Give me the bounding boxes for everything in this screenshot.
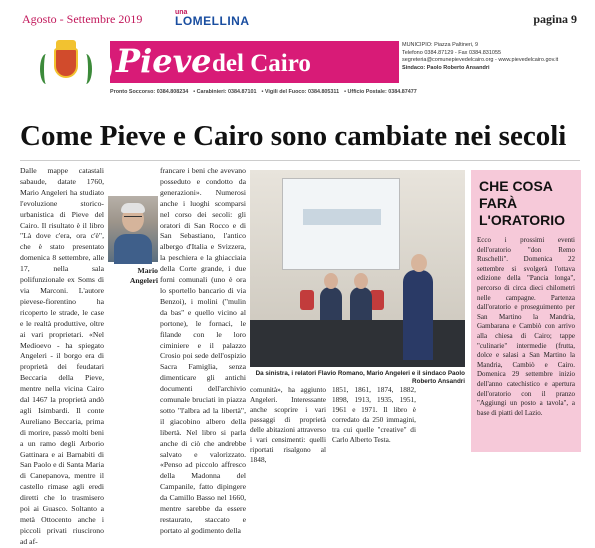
article-column-2: francare i beni che avevano posseduto e condotto da generazioni». Numerosi anche i luoghi scomparsi nel corso dei secoli: gli oratori di San Rocco e di San Sebastiano, l'antico albergo d'Italia e Svizzera, la peschiera e la ghiacciaia della Corte grande, i due forni comunali (uno è ora lo sportello bancario di via Benzoi), i molini ("mulin da bas" e quello vicino al portone), le fornaci, le filande con le loro ciminiere e il palazzo Crosio poi sede dell'ospizio Sacra Famiglia, senza dimenticare gli antichi documenti dell'archivio comunale bruciati in piazza sotto "l'albra ad la libertà", il giacobino albero della libertà. Nel libro si parla anche di ciò che andrebbe salvato e valorizzato. «Penso ad piccolo affresco della Madonna del Campanile, fatto dipingere da Camillo Basso nel 1660, mentre sarebbe da essere restaurato, staccato e portato al godimento della [160,166,246,535]
section-title-band [110,41,399,83]
section-title-main: Pieve [116,42,212,80]
page-number: pagina 9 [533,12,577,26]
brand-name: LOMELLINA [175,14,250,28]
contact-item: Vigili del Fuoco: 0384.805311 [264,89,340,95]
brand-small: una [175,9,188,16]
portrait-caption: Mario Angeleri [129,266,158,285]
crest-branch-right [80,54,92,84]
municipality-info [402,42,582,82]
issue-date: Agosto - Settembre 2019 [22,12,143,26]
crest-shield [54,48,78,78]
photo-chair [300,290,314,310]
sidebar-title: CHE COSA FARÀ L'ORATORIO [479,178,566,228]
event-photo [250,170,465,367]
article-headline: Come Pieve e Cairo sono cambiate nei secoli [20,120,567,152]
contact-item: Ufficio Postale: 0384.87477 [347,89,417,95]
portrait-shirt [114,234,152,264]
portrait-glasses [124,216,142,220]
contact-item: Pronto Soccorso: 0384.808234 [110,89,189,95]
info-sindaco: Sindaco: Paolo Roberto Ansandri [402,64,490,71]
contact-item: Carabinieri: 0384.87101 [196,89,257,95]
article-column-1: Dalle mappe catastali sabaude, datate 1760, Mario Angeleri ha studiato l'evoluzione storico-urbanistica di Pieve del Cairo. Il risultato è il libro "Là dove c'era, ora c'è", che è stato presentato domenica 8 settembre, alle 17, nella sala polifunzionale ex Soms di via Marconi. L'autore pievese-fiorentino ha ricoperto le strade, le case e le realtà produttive, oltre ai vari proprietari. «Nel Medioevo - ha spiegato Angeleri - il borgo era di proprietà dei feudatari Beccaria della Pieve, mentre nella vicina Cairo dal 1467 la proprietà andò agli Isimbardi. Il conte Aureliano Beccaria, prima di morire, passò molti beni a un ramo degli Arborio Gattinara e ai Barnabiti di San Paolo e di Santa Maria di Canepanova, mentre il castello rimase agli eredi diretti che lo trasmisero poi ai Guasco. Soltanto a metà Ottocento anche i piccoli privati riuscirono ad af- [20,166,104,546]
photo-speaker [403,270,433,360]
emergency-contacts: Pronto Soccorso: 0384.808234 • Carabinieri: 0384.87101 • Vigili del Fuoco: 0384.805311 • Ufficio Postale: 0384.87477 [110,89,417,95]
sidebar-body: Ecco i prossimi eventi dell'oratorio "don Remo Ruschelli". Domenica 22 settembre si svolgerà l'ottava edizione della "Pancia longa", percorso di circa dieci chilometri nelle campagne. Partenza dall'oratorio e proseguimento per San Martino la Mandria, Gambarana e Cambiò con arrivo alla chiesa di Cairo; tappe "culinarie" intermedie (frutta, dolce e salasi a San Martino la Mandria, Cambiò e Cairo. Domenica 29 settembre inizio dell'anno catechistico e apertura dell'oratorio con il pranzo "Aggiungi un posto a tavola", a base di piatti del Lazio. [477,236,575,417]
info-telefono: Telefono 0384.87129 - Fax 0384.831055 [402,49,502,56]
oratorio-sidebar [471,170,581,452]
article-column-5: 1851, 1861, 1874, 1882, 1898, 1913, 1935, 1951, 1961 e 1971. Il libro è corredato da 250 immagini, tra cui quelle "creative" di Carlo Alberto Testa. [332,385,416,444]
masthead [0,0,595,32]
photo-caption: Da sinistra, i relatori Flavio Romano, Mario Angeleri e il sindaco Paolo Roberto Ansandri [255,370,465,385]
photo-projection-screen [282,178,400,270]
brand-logo[interactable] [175,9,255,29]
author-portrait [108,196,158,262]
info-municipio: MUNICIPIO: Piazza Paltineri, 9 [402,42,479,48]
town-crest-icon [20,34,112,100]
divider [20,160,580,161]
section-title-rest: del Cairo [212,50,311,77]
info-email[interactable]: segreteria@comunepievedelcairo.org - www.pievedelcairo.gov.it [402,57,559,63]
article-column-4: comunità», ha aggiunto Angeleri. Interessante anche scoprire i vari passaggi di proprietà delle abitazioni attraverso i vari censimenti: quelli riportati risalgono al 1848, [250,385,326,464]
portrait-hair [121,203,145,213]
photo-chair [370,290,384,310]
crest-branch-left [40,54,52,84]
